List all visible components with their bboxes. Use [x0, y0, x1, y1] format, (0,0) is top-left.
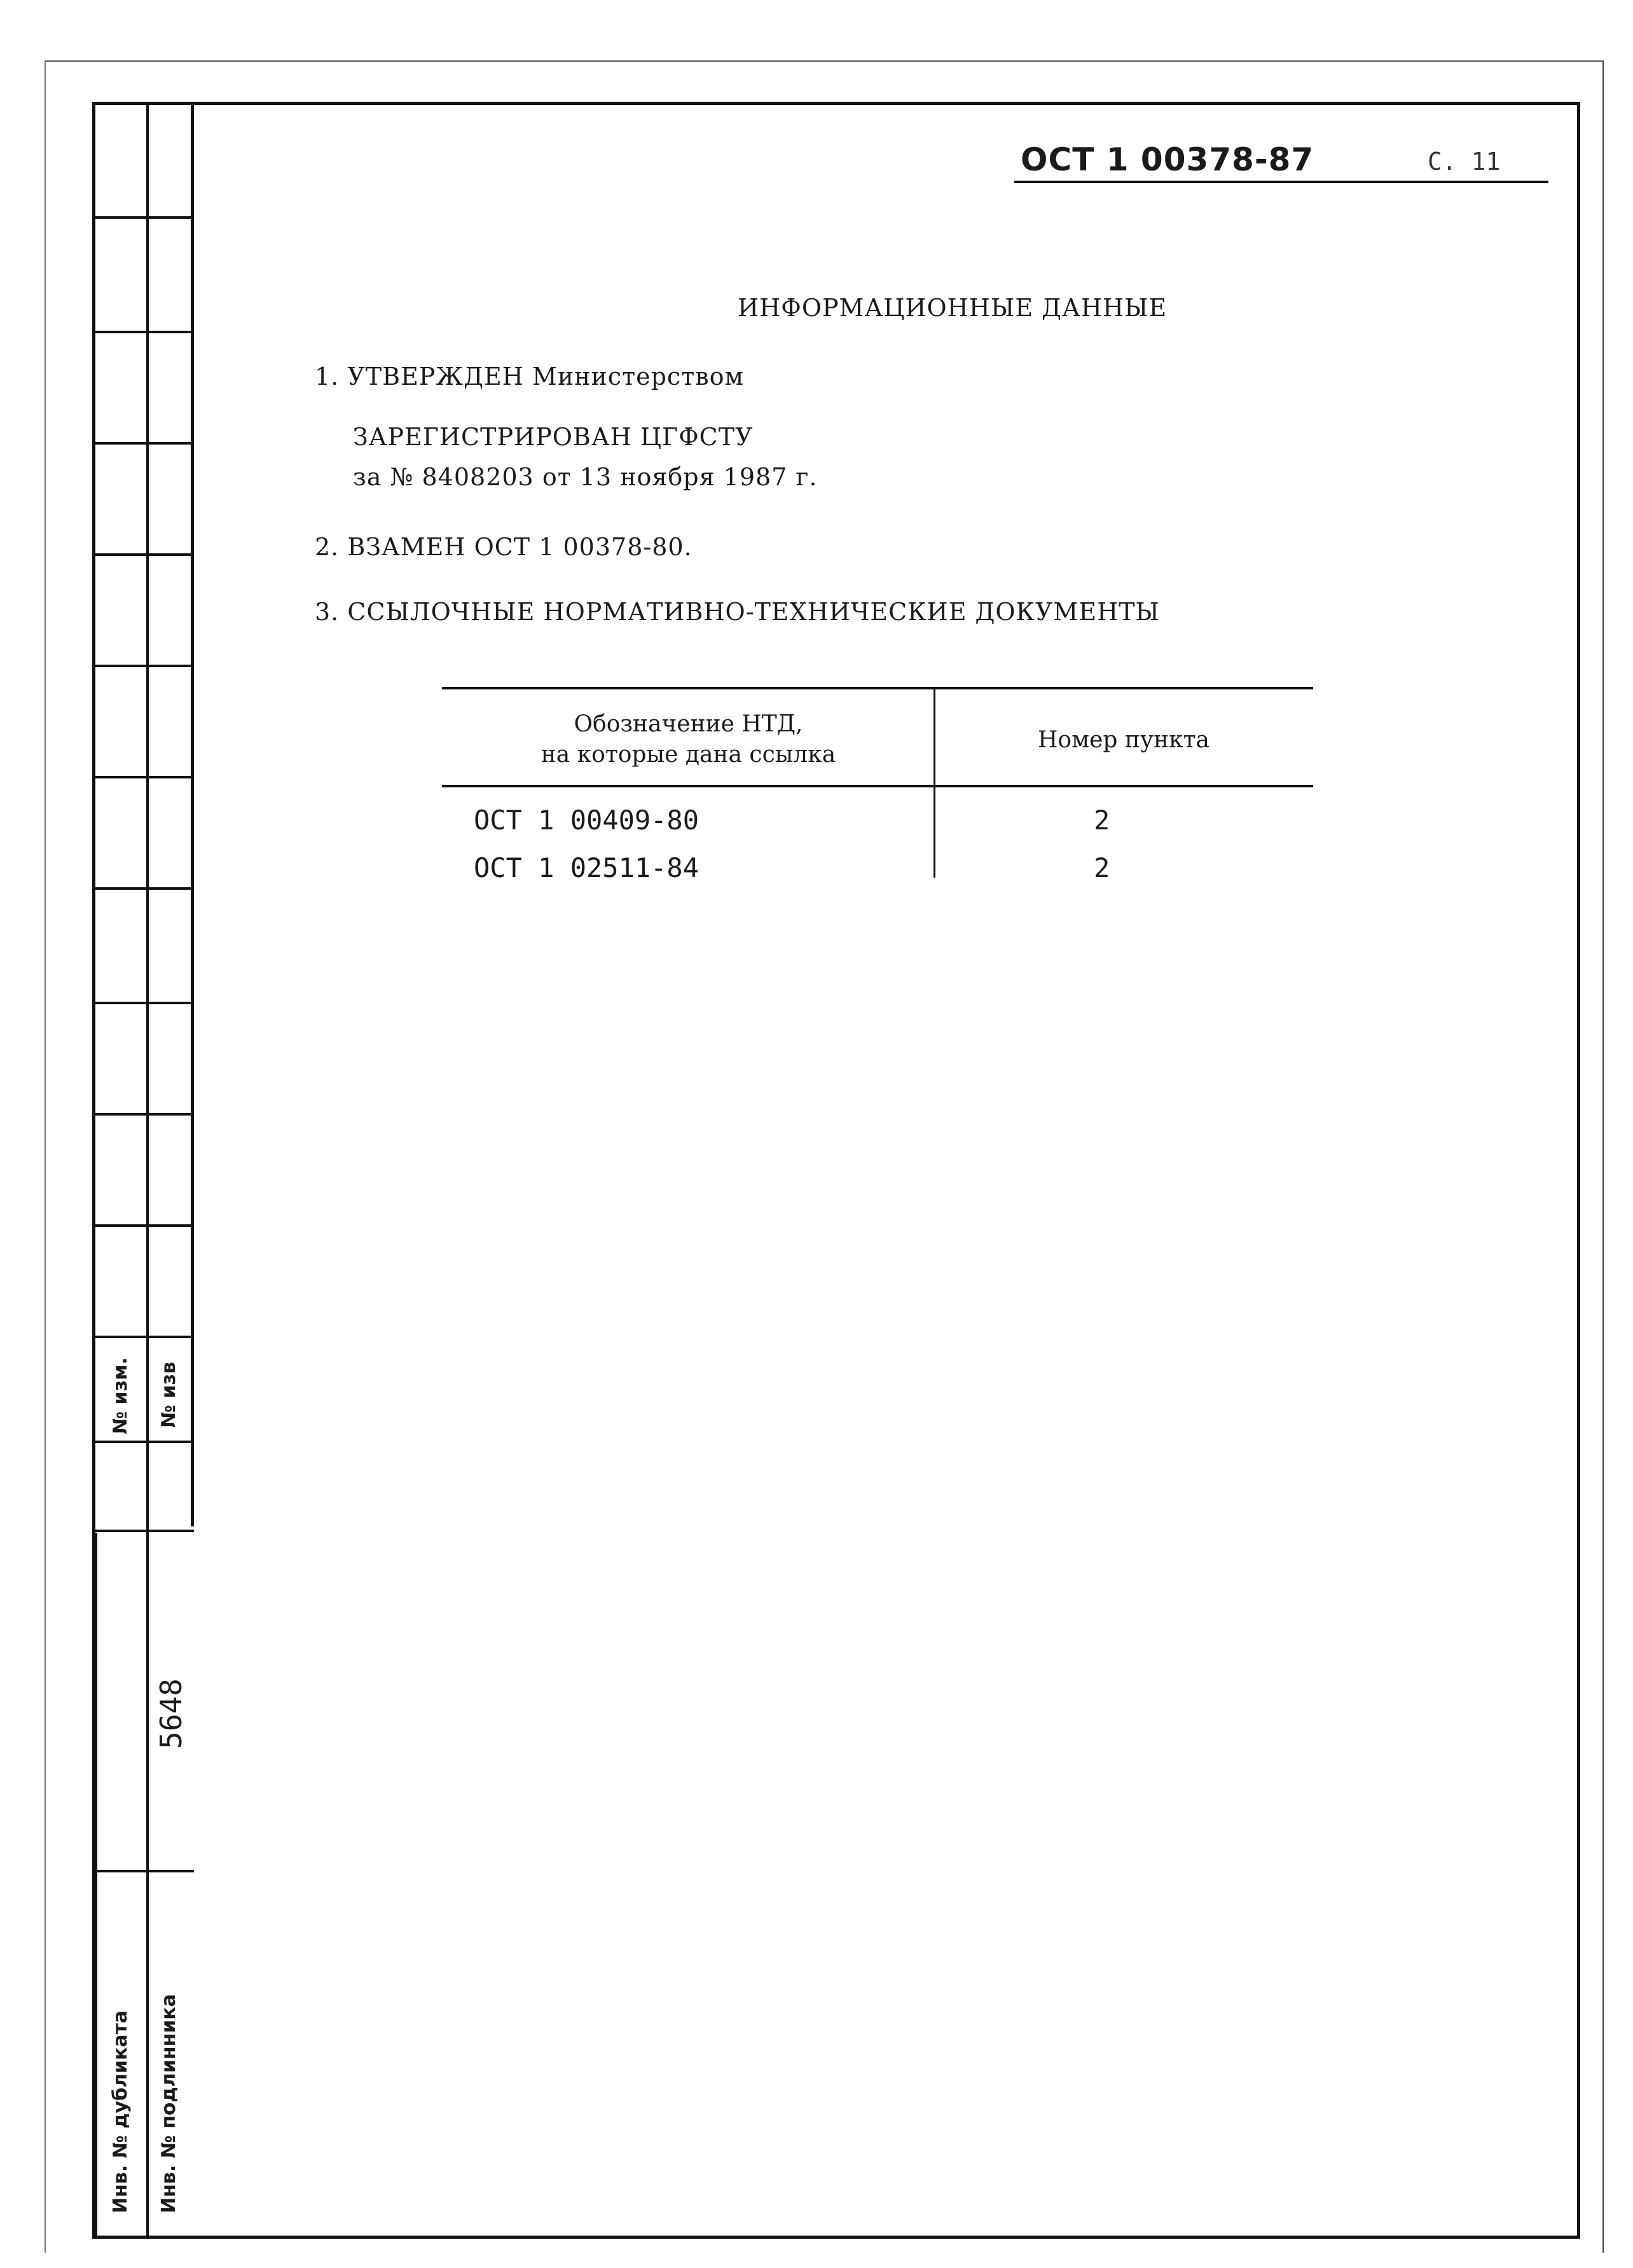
- strip-row-line: [95, 1336, 194, 1338]
- table-cell-item-number: 2: [1094, 852, 1110, 883]
- document-frame: [92, 102, 1580, 2239]
- notice-number-label: № изв: [158, 1362, 180, 1428]
- table-cell-item-number: 2: [1094, 805, 1110, 836]
- duplicate-inventory-label: Инв. № дубликата: [109, 2010, 132, 2213]
- item-approved: 1. УТВЕРЖДЕН Министерством: [315, 363, 745, 391]
- strip-row-line: [95, 553, 194, 556]
- original-inventory-label: Инв. № подлинника: [158, 1994, 180, 2213]
- change-number-label: № изм.: [109, 1357, 132, 1434]
- strip-row-line: [95, 216, 194, 219]
- strip-row-line: [95, 1530, 194, 1532]
- table-cell-designation: ОСТ 1 00409-80: [474, 805, 699, 836]
- strip-row-line: [95, 331, 194, 333]
- table-column-divider: [934, 687, 935, 878]
- table-header-designation: [445, 709, 932, 770]
- document-code: ОСТ 1 00378-87: [1021, 141, 1314, 178]
- header-rule: [1014, 181, 1548, 183]
- strip-row-line: [95, 776, 194, 778]
- strip-row-line: [95, 1870, 194, 1872]
- item-registered-line1: ЗАРЕГИСТРИРОВАН ЦГФСТУ: [353, 423, 754, 451]
- original-inventory-number: 5648: [154, 1678, 188, 1749]
- strip-row-line: [95, 1002, 194, 1004]
- table-header-item-number: Номер пункта: [1038, 727, 1209, 753]
- strip-row-line: [95, 1113, 194, 1116]
- strip-row-line: [95, 665, 194, 667]
- table-cell-designation: ОСТ 1 02511-84: [474, 852, 699, 883]
- section-title: ИНФОРМАЦИОННЫЕ ДАННЫЕ: [738, 294, 1168, 322]
- item-replaces: 2. ВЗАМЕН ОСТ 1 00378-80.: [315, 533, 692, 561]
- strip-row-line: [95, 442, 194, 445]
- strip-line: [191, 102, 194, 1526]
- header-line: на которые дана ссылка: [541, 742, 836, 768]
- page-number: С. 11: [1428, 148, 1501, 176]
- header-line: Обозначение НТД,: [574, 711, 803, 737]
- strip-line: [146, 102, 149, 2239]
- table-header-rule: [442, 785, 1313, 787]
- strip-row-line: [95, 1224, 194, 1227]
- item-registered-line2: за № 8408203 от 13 ноября 1987 г.: [353, 463, 818, 491]
- strip-row-line: [95, 1441, 194, 1443]
- strip-row-line: [95, 887, 194, 890]
- table-top-rule: [442, 687, 1313, 689]
- strip-line: [94, 1533, 97, 2239]
- item-references: 3. ССЫЛОЧНЫЕ НОРМАТИВНО-ТЕХНИЧЕСКИЕ ДОКУМЕНТЫ: [315, 598, 1160, 626]
